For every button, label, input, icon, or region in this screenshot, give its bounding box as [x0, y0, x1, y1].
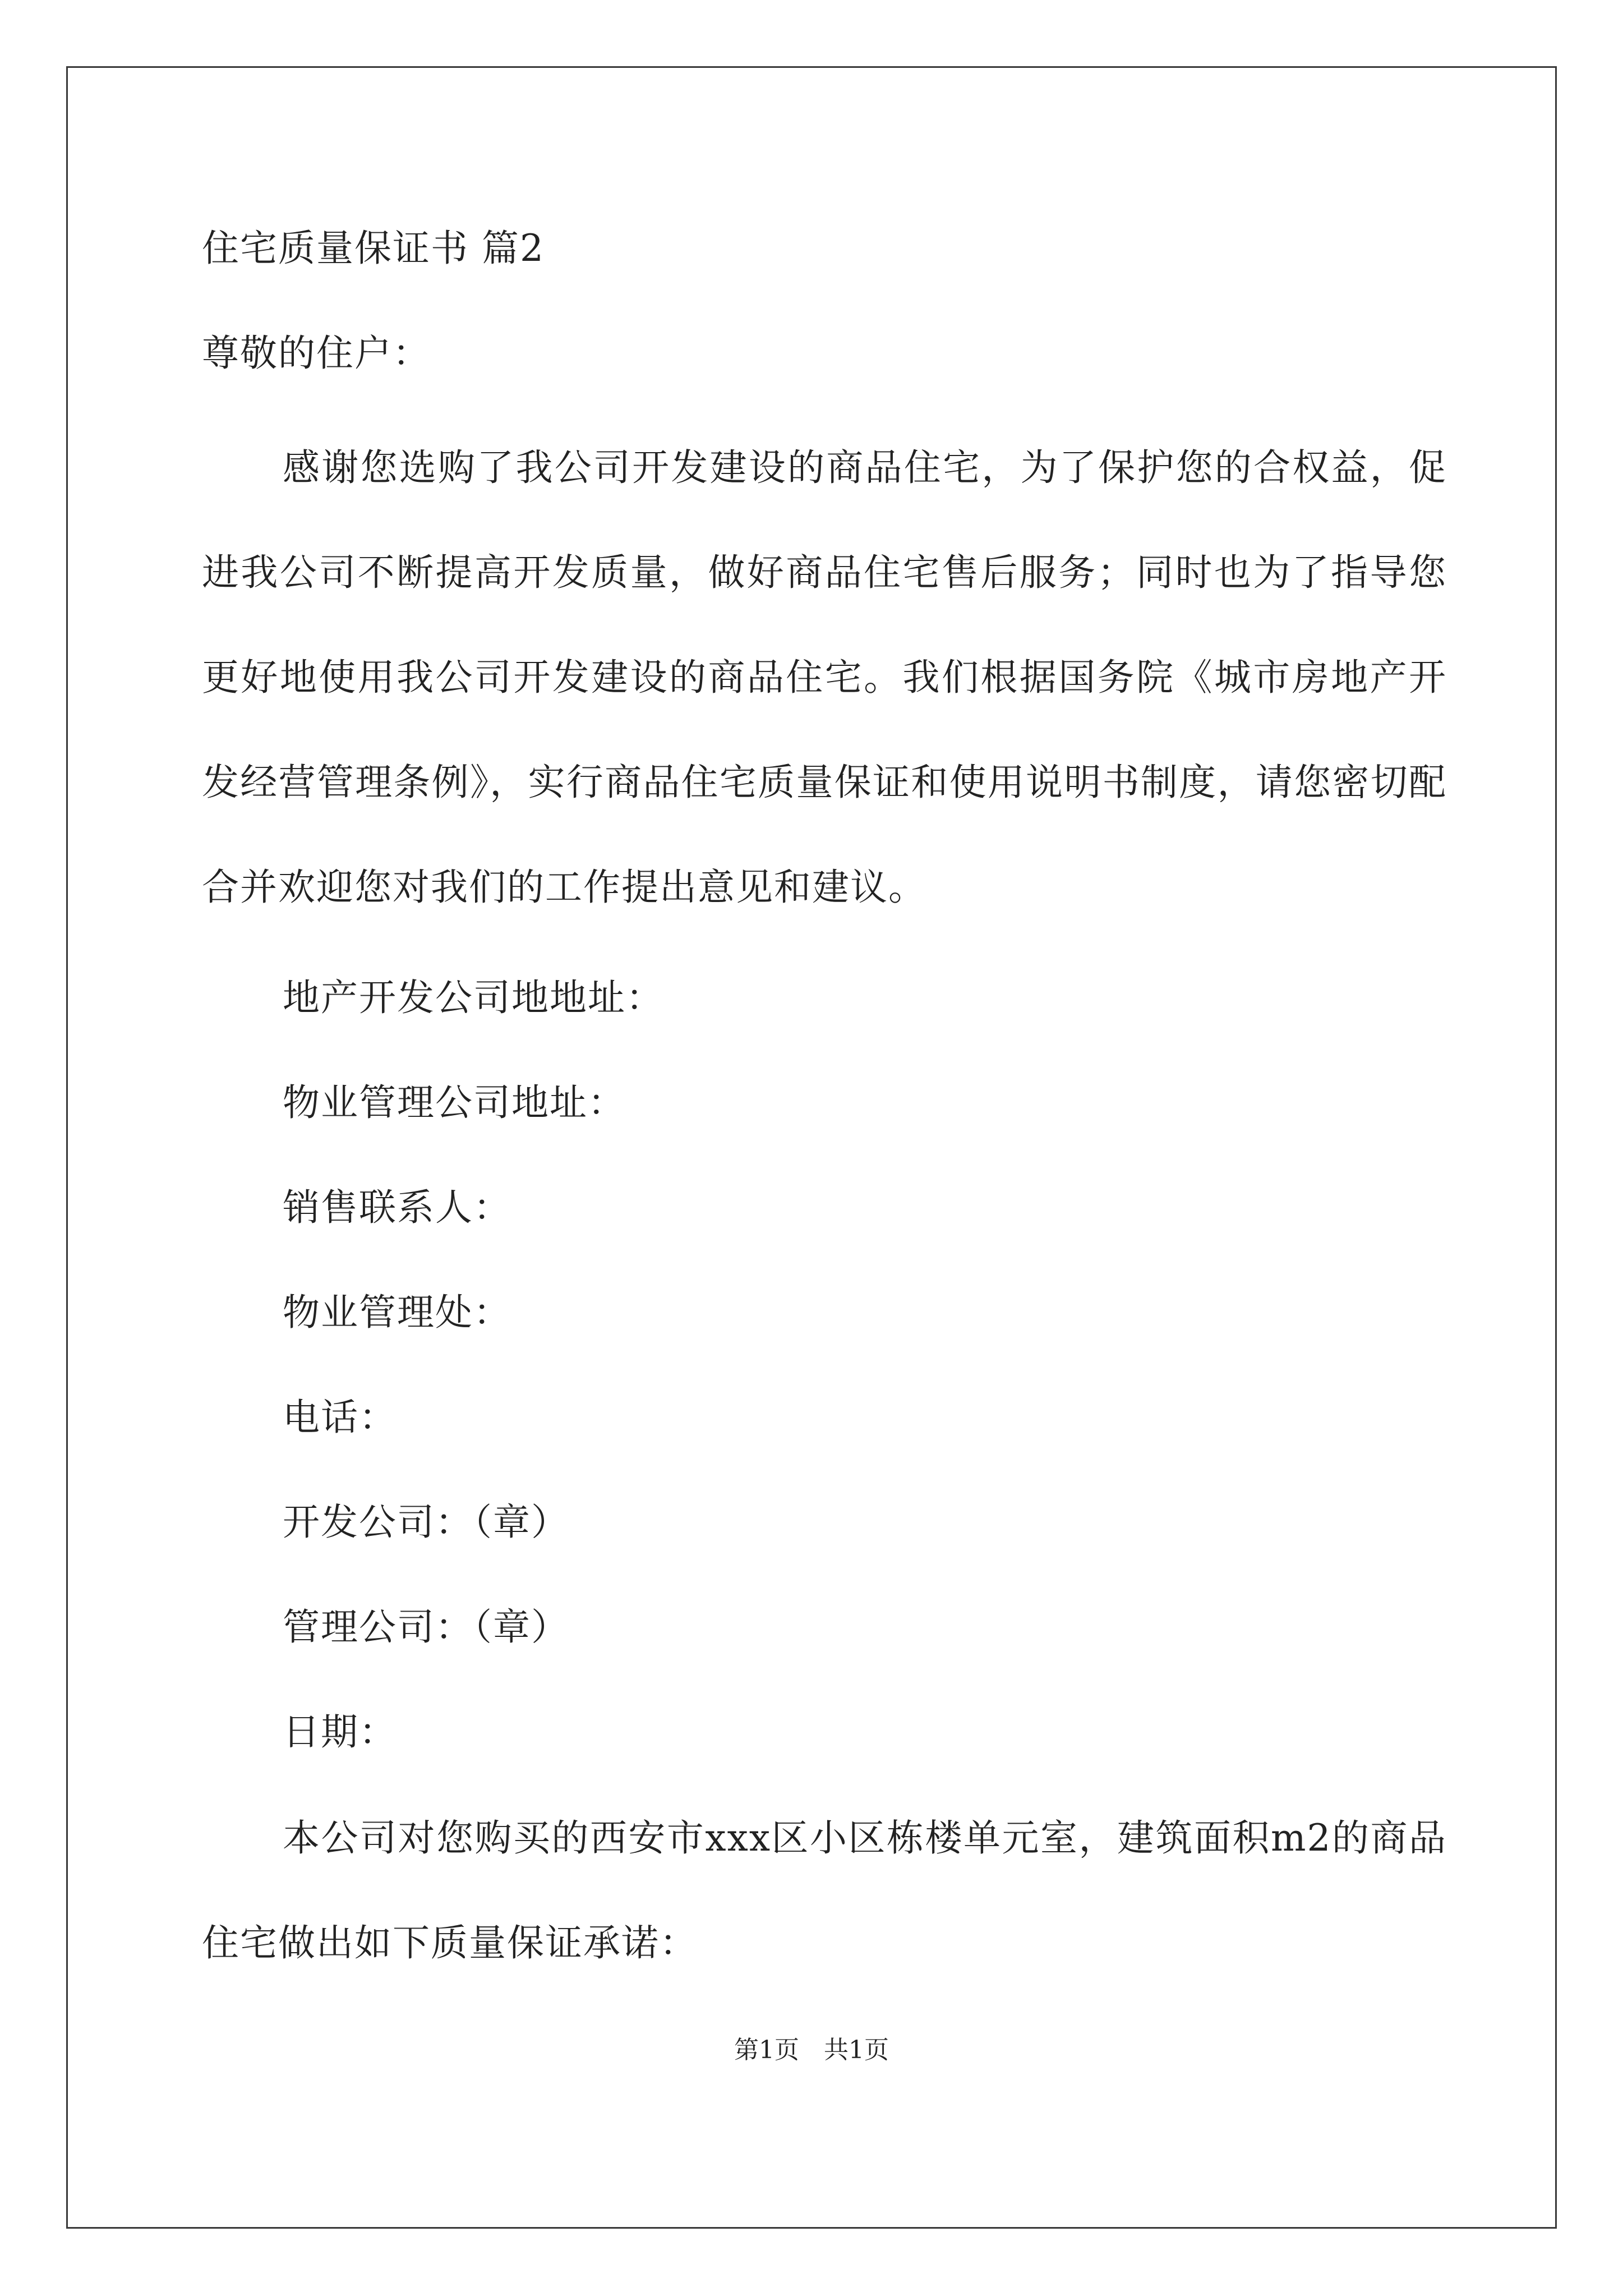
field-phone: 电话： — [283, 1396, 397, 1439]
intro-paragraph: 感谢您选购了我公司开发建设的商品住宅，为了保护您的合权益，促进我公司不断提高开发质量，做好商品住宅售后服务；同时也为了指导您更好地使用我公司开发建设的商品住宅。我们根据国务院《城市房地产开发经营管理条例》，实行商品住宅质量保证和使用说明书制度，请您密切配合并欢迎您对我们的工作提出意见和建议。 — [202, 446, 1447, 909]
field-sales-contact: 销售联系人： — [283, 1186, 511, 1229]
field-property-management-office: 物业管理处： — [283, 1291, 511, 1334]
document-heading: 住宅质量保证书 篇2 — [202, 227, 545, 270]
salutation: 尊敬的住户： — [202, 332, 431, 375]
field-developer-address: 地产开发公司地地址： — [283, 976, 664, 1019]
page-number-footer: 第1页 共1页 — [734, 2036, 889, 2064]
field-property-management-address: 物业管理公司地址： — [283, 1081, 626, 1124]
field-date: 日期： — [283, 1710, 397, 1754]
commitment-paragraph: 本公司对您购买的西安市xxx区小区栋楼单元室，建筑面积m2的商品住宅做出如下质量保证承诺： — [202, 1816, 1447, 1964]
field-developer-seal: 开发公司：（章） — [283, 1501, 569, 1544]
field-management-seal: 管理公司：（章） — [283, 1605, 569, 1649]
